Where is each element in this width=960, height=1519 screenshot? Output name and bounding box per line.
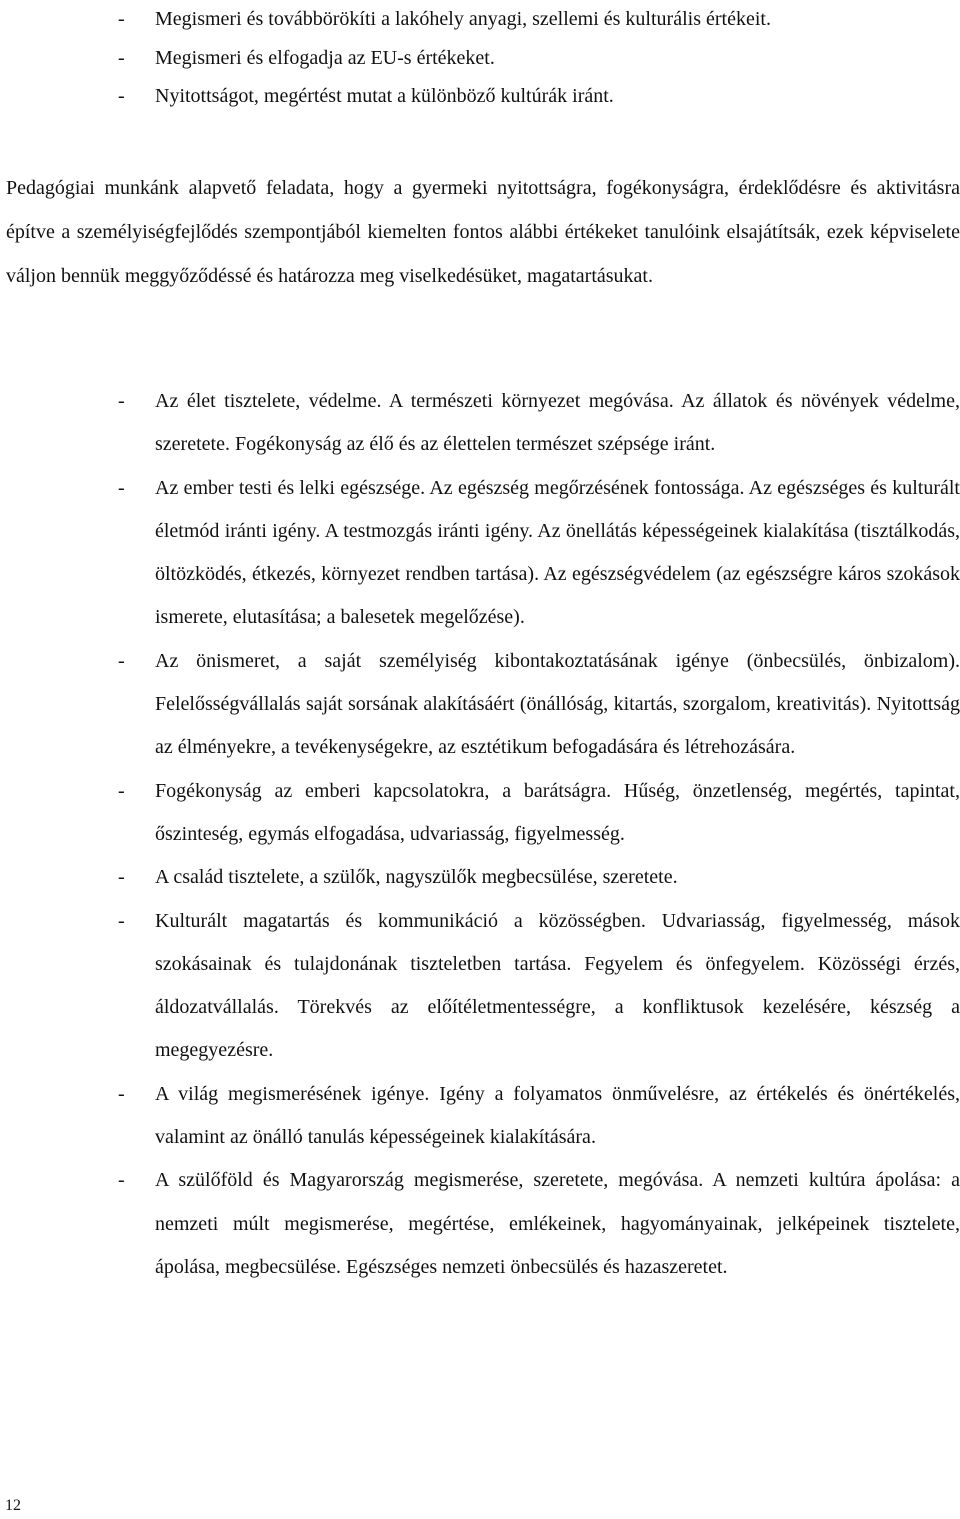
list-dash: - [118, 866, 125, 889]
page-number: 12 [5, 1497, 21, 1514]
list-item [0, 77, 960, 116]
list-dash: - [118, 909, 125, 932]
list-item-text: A család tisztelete, a szülők, nagyszülők megbecsülése, szeretete. [155, 866, 678, 889]
list-dash: - [118, 85, 125, 107]
list-item [0, 467, 960, 640]
list-dash: - [118, 46, 125, 69]
list-dash: - [118, 779, 125, 802]
list-item-text: Az ember testi és lelki egészsége. Az egészség megőrzésének fontossága. Az egészséges és kulturált életmód iránti igény. A testmozgás iránti igény. Az önellátás képességeinek kialakítása (tisztálkodás, öltözködés, étkezés, környezet rendben tartása). Az egészségvédelem (az egészségre káros szokások ismerete, elutasítása; a balesetek megelőzése). [155, 476, 960, 629]
list-item-text: Az önismeret, a saját személyiség kibontakoztatásának igénye (önbecsülés, önbizalom). Felelősségvállalás saját sorsának alakításáért (önállóság, kitartás, szorgalom, kreativitás). Nyitottság az élményekre, a tevékenységekre, az esztétikum befogadására és létrehozására. [155, 649, 960, 759]
list-item-text: Az élet tisztelete, védelme. A természeti környezet megóvása. Az állatok és növények védelme, szeretete. Fogékonyság az élő és az élettelen természet szépsége iránt. [155, 390, 960, 456]
list-item [0, 770, 960, 857]
list-item [0, 900, 960, 1073]
list-item [0, 1073, 960, 1160]
intro-text: Pedagógiai munkánk alapvető feladata, hogy a gyermeki nyitottságra, fogékonyságra, érdeklődésre és aktivitásra építve a személyiségfejlődés szempontjából kiemelten fontos alábbi értékeket tanulóink elsajátítsák, ezek képviselete váljon bennük meggyőződéssé és határozza meg viselkedésüket, magatartásukat. [6, 177, 960, 287]
values-list [0, 380, 960, 1289]
list-item-text: Fogékonyság az emberi kapcsolatokra, a barátságra. Hűség, önzetlenség, megértés, tapintat, őszinteség, egymás elfogadása, udvariasság, figyelmesség. [155, 779, 960, 845]
list-item-text: A szülőföld és Magyarország megismerése, szeretete, megóvása. A nemzeti kultúra ápolása: a nemzeti múlt megismerése, megértése, emlékeinek, hagyományainak, jelképeinek tisztelete, ápolása, megbecsülése. Egészséges nemzeti önbecsülés és hazaszeretet. [155, 1169, 960, 1278]
list-item [0, 380, 960, 467]
list-item-text: Nyitottságot, megértést mutat a különböző kultúrák iránt. [155, 85, 614, 107]
list-item [0, 0, 960, 39]
top-bullet-list [0, 0, 960, 116]
list-item [0, 39, 960, 78]
list-item [0, 856, 960, 899]
list-item-text: A világ megismerésének igénye. Igény a folyamatos önművelésre, az értékelés és önértékelés, valamint az önálló tanulás képességeinek kialakítására. [155, 1082, 960, 1149]
list-dash: - [118, 8, 125, 30]
list-item [0, 1159, 960, 1289]
list-dash: - [118, 1169, 125, 1192]
list-dash: - [118, 390, 125, 412]
list-dash: - [118, 476, 125, 499]
list-item-text: Megismeri és elfogadja az EU-s értékeket. [155, 46, 495, 69]
list-item-text: Kulturált magatartás és kommunikáció a közösségben. Udvariasság, figyelmesség, mások szokásainak és tulajdonának tiszteletben tartása. Fegyelem és önfegyelem. Közösségi érzés, áldozatvállalás. Törekvés az előítéletmentességre, a konfliktusok kezelésére, készség a megegyezésre. [155, 909, 960, 1062]
list-dash: - [118, 649, 125, 672]
list-item-text: Megismeri és továbbörökíti a lakóhely anyagi, szellemi és kulturális értékeit. [155, 8, 771, 30]
list-dash: - [118, 1082, 125, 1105]
intro-paragraph [6, 166, 960, 298]
list-item [0, 640, 960, 770]
